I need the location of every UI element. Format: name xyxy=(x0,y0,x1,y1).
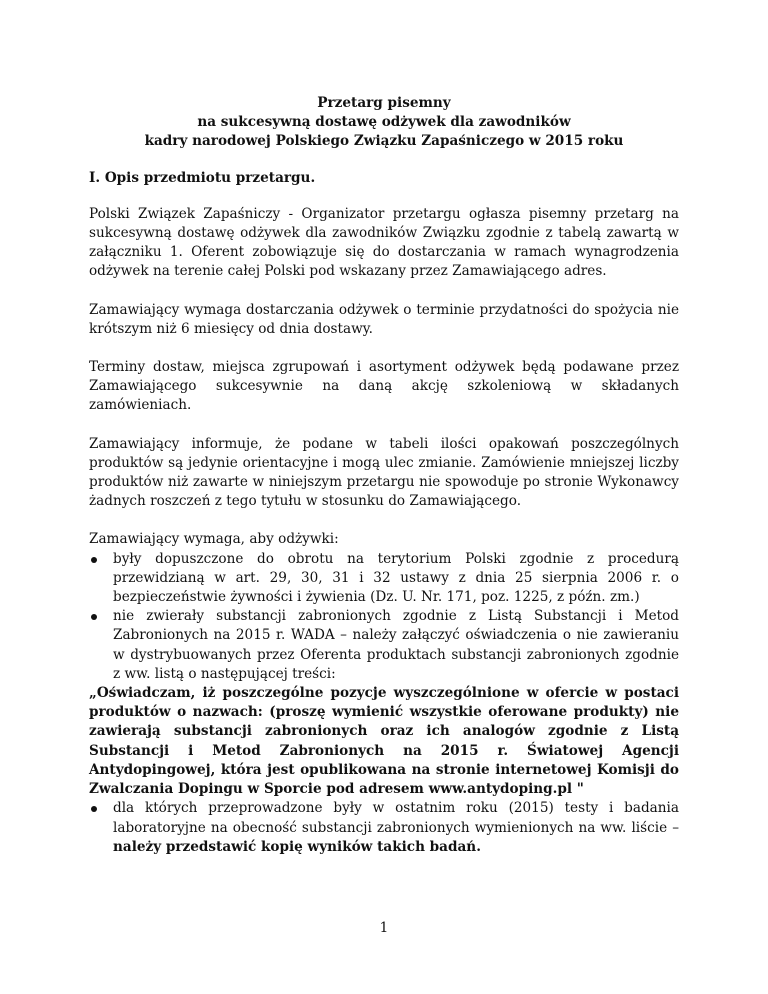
bullet-icon xyxy=(91,806,97,812)
title-line-1: Przetarg pisemny xyxy=(317,95,451,111)
requirements-list-continued xyxy=(89,799,679,857)
requirement-text: były dopuszczone do obrotu na terytorium Polski zgodnie z procedurą przewidzianą w art. 29, 30, 31 i 32 ustawy z dnia 25 sierpnia 2006 r. o bezpieczeństwie żywności i żywienia (Dz. U. Nr. 171, poz. 1225, z późn. zm.) xyxy=(113,550,679,606)
requirement-text: nie zwierały substancji zabronionych zgodnie z Listą Substancji i Metod Zabronionych na 2015 r. WADA – należy załączyć oświadczenia o nie zawieraniu w dystrybuowanych przez Oferenta produktach substancji zabronionych zgodnie z ww. listą o następującej treści: xyxy=(113,608,679,682)
declaration-text: „Oświadczam, iż poszczególne pozycje wyszczególnione w ofercie w postaci produktów o nazwach: (proszę wymienić wszystkie oferowane produkty) nie zawierają substancji zabronionych oraz ich analogów zgodnie z Listą Substancji i Metod Zabronionych na 2015 r. Światowej Agencji Antydopingowej, która jest opublikowana na stronie internetowej Komisji do Zwalczania Dopingu w Sporcie pod adresem www.antydoping.pl " xyxy=(89,685,679,798)
title-line-2: na sukcesywną dostawę odżywek dla zawodników xyxy=(197,114,571,131)
bullet-icon xyxy=(91,557,97,563)
title-line-3: kadry narodowej Polskiego Związku Zapaśniczego w 2015 roku xyxy=(144,133,624,150)
section-heading: I. Opis przedmiotu przetargu. xyxy=(89,169,316,186)
requirements-list xyxy=(89,550,679,684)
paragraph-1: Polski Związek Zapaśniczy - Organizator przetargu ogłasza pisemny przetarg na sukcesywną dostawę odżywek dla zawodników Związku zgodnie z tabelą zawartą w załączniku 1. Oferent zobowiązuje się do dostarczania w ramach wynagrodzenia odżywek na terenie całej Polski pod wskazany przez Zamawiającego adres. xyxy=(89,205,679,280)
requirements-intro: Zamawiający wymaga, aby odżywki: xyxy=(89,531,339,548)
paragraph-4: Zamawiający informuje, że podane w tabeli ilości opakowań poszczególnych produktów są jedynie orientacyjne i mogą ulec zmianie. Zamówienie mniejszej liczby produktów niż zawarte w niniejszym przetargu nie spowoduje po stronie Wykonawcy żadnych roszczeń z tego tytułu w stosunku do Zamawiającego. xyxy=(89,435,679,510)
requirement-item xyxy=(89,550,679,608)
paragraph-3: Terminy dostaw, miejsca zgrupowań i asortyment odżywek będą podawane przez Zamawiającego sukcesywnie na daną akcję szkoleniową w składanych zamówieniach. xyxy=(89,359,679,414)
document-content xyxy=(89,94,679,857)
page-number: 1 xyxy=(379,920,389,936)
requirement-emphasis: należy przedstawić kopię wyników takich badań. xyxy=(113,838,481,855)
requirement-item xyxy=(89,799,679,857)
document-title xyxy=(89,94,679,152)
bullet-icon xyxy=(91,614,97,620)
requirement-text: dla których przeprowadzone były w ostatnim roku (2015) testy i badania laboratoryjne na obecność substancji zabronionych wymienionych na ww. liście – xyxy=(113,800,679,836)
paragraph-2: Zamawiający wymaga dostarczania odżywek o terminie przydatności do spożycia nie krótszym niż 6 miesięcy od dnia dostawy. xyxy=(89,301,679,337)
requirement-item xyxy=(89,607,679,684)
requirements-block xyxy=(89,530,679,856)
